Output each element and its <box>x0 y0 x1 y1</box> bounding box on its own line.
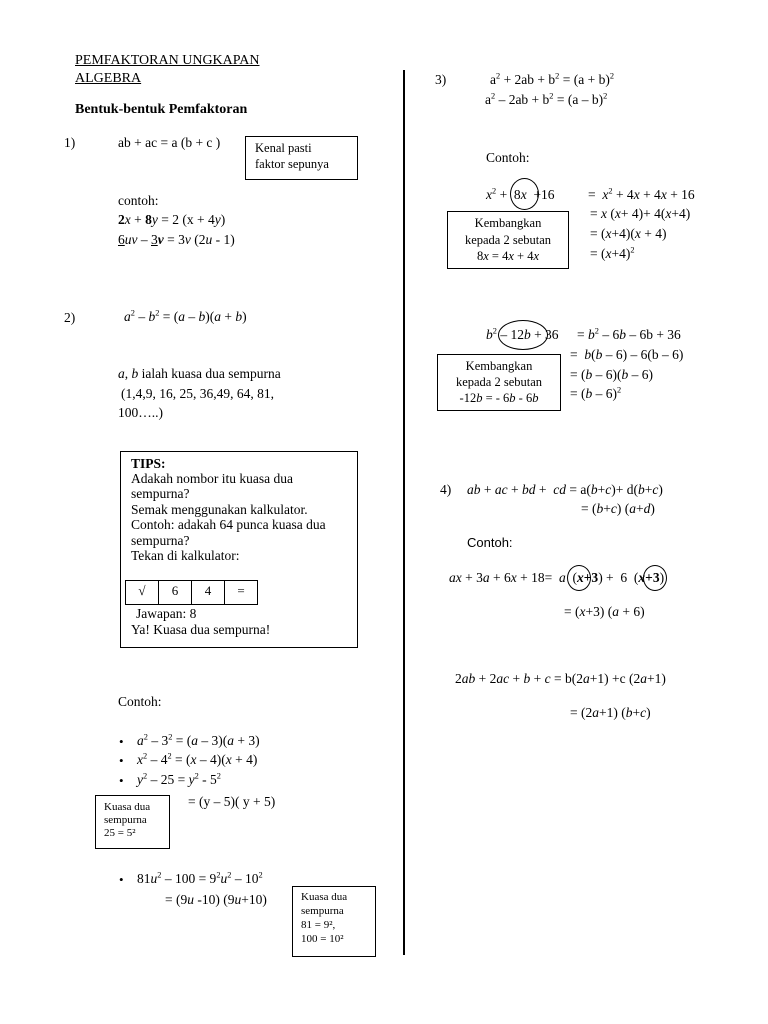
example-item: $x^2 - 4^2 = (x - 4)(x + 4)$ <box>137 751 258 767</box>
bullet-icon: • <box>119 734 124 749</box>
section-4-formula-result: = (b+c) (a+d) <box>581 501 655 516</box>
note-box-expand <box>447 211 569 269</box>
note-line: faktor sepunya <box>255 157 329 171</box>
tips-line: Adakah nombor itu kuasa dua <box>131 471 293 486</box>
note-line: 100 = 10² <box>301 933 344 945</box>
section-3-step: = $x^2 + 4x + 4x + 16$ <box>588 186 695 202</box>
highlight-circle <box>510 178 539 210</box>
highlight-circle <box>498 320 548 350</box>
example-item: $a^2 - 3^2 = (a - 3)(a + 3)$ <box>137 732 260 748</box>
calculator-key-equals: = <box>224 580 258 605</box>
note-line: Kembangkan <box>474 216 542 230</box>
note-line: sempurna <box>104 814 147 826</box>
note-line: Kembangkan <box>465 359 533 373</box>
note-line: Kuasa dua <box>104 801 151 813</box>
highlight-circle <box>567 565 591 591</box>
section-3-example-2: $b^2 - 12b + 36$ <box>486 326 559 342</box>
note-box-perfect-square <box>95 795 170 849</box>
section-4-example-2-result: = (2a+1) (b+c) <box>570 705 651 720</box>
example-2: 6uv – 3v = 3v (2u - 1) <box>118 232 235 247</box>
section-1-number: 1) <box>64 135 76 150</box>
section-2-formula: $a^2 - b^2 = (a - b)(a + b)$ <box>124 308 247 324</box>
tips-line: Contoh: adakah 64 punca kuasa dua <box>131 517 326 532</box>
section-4-example-1: ax + 3a + 6x + 18= a (x+3) + 6 (x+3) <box>449 570 665 585</box>
section-3-step: = (x+4)(x + 4) <box>590 226 667 241</box>
bullet-icon: • <box>119 872 124 887</box>
note-line: kepada 2 sebutan <box>464 233 552 247</box>
bullet-icon: • <box>119 753 124 768</box>
tips-line: Tekan di kalkulator: <box>131 548 240 563</box>
section-3-step: = (b – 6)(b – 6) <box>570 367 653 382</box>
section-subtitle: Bentuk-bentuk Pemfaktoran <box>75 102 248 117</box>
tips-line: sempurna? <box>131 533 190 548</box>
section-3-step: = b(b – 6) – 6(b – 6) <box>570 347 684 362</box>
section-4-example-1-result: = (x+3) (a + 6) <box>564 604 645 619</box>
note-box-common-factor <box>245 136 358 180</box>
contoh-label: Contoh: <box>118 694 162 709</box>
tips-answer: Jawapan: 8 <box>136 606 197 621</box>
highlight-circle <box>643 565 667 591</box>
section-3-step: = (b – 6)$^2$ <box>570 385 622 401</box>
section-1-formula: ab + ac = a (b + c ) <box>118 135 221 150</box>
tips-heading: TIPS: <box>131 456 166 471</box>
section-3-number: 3) <box>435 72 447 87</box>
note-line: sempurna <box>301 905 344 917</box>
contoh-label: Contoh: <box>467 535 513 550</box>
bullet-icon: • <box>119 773 124 788</box>
section-3-step: = $(x+4)^2$ <box>590 245 635 261</box>
calculator-key-sqrt: √ <box>125 580 159 605</box>
example-item-continuation: = (9u -10) (9u+10) <box>165 892 267 907</box>
note-box-perfect-square <box>292 886 376 957</box>
section-4-formula: ab + ac + bd + cd = a(b+c)+ d(b+c) <box>467 482 663 497</box>
section-3-formula-2: $a^2 - 2ab + b^2 = (a - b)^2$ <box>485 91 608 107</box>
example-item: $y^2 - 25 = y^2 - 5^2$ <box>137 771 221 787</box>
tips-line: sempurna? <box>131 486 190 501</box>
calculator-key: 4 <box>191 580 225 605</box>
section-2-number: 2) <box>64 310 76 325</box>
tips-line: Semak menggunakan kalkulator. <box>131 502 308 517</box>
note-line: -12b = - 6b - 6b <box>459 391 539 405</box>
page-title-line1: PEMFAKTORAN UNGKAPAN <box>75 53 260 68</box>
note-line: 8x = 4x + 4x <box>476 249 540 263</box>
calculator-key: 6 <box>158 580 192 605</box>
section-4-number: 4) <box>440 482 452 497</box>
section-3-step: = $b^2 - 6b - 6b + 36$ <box>577 326 681 342</box>
note-line: 25 = 5² <box>104 827 136 839</box>
note-line: 81 = 9², <box>301 919 336 931</box>
section-3-example-1: $x^2 + 8x +16$ <box>486 186 555 202</box>
note-line: kepada 2 sebutan <box>455 375 543 389</box>
section-3-formula-1: $a^2 + 2ab + b^2 = (a + b)^2$ <box>490 71 615 87</box>
example-item-continuation: = (y – 5)( y + 5) <box>188 794 276 809</box>
section-4-example-2: 2ab + 2ac + b + c = b(2a+1) +c (2a+1) <box>455 671 666 686</box>
note-line: Kuasa dua <box>301 891 348 903</box>
page-title-line2: ALGEBRA <box>75 71 142 86</box>
tips-verdict: Ya! Kuasa dua sempurna! <box>131 622 271 637</box>
calculator-keys <box>125 580 258 605</box>
note-box-expand <box>437 354 561 411</box>
example-1: 2x + 8y = 2 (x + 4y) <box>118 212 226 227</box>
section-2-desc: a, b ialah kuasa dua sempurna <box>118 366 281 381</box>
example-item: $81u^2 - 100 = 9^2u^2 - 10^2$ <box>137 870 263 886</box>
note-line: Kenal pasti <box>255 141 312 155</box>
contoh-label: Contoh: <box>486 150 530 165</box>
column-divider <box>403 70 405 955</box>
contoh-label: contoh: <box>118 193 159 208</box>
section-2-list-end: 100…..) <box>118 405 163 420</box>
section-3-step: = x (x+ 4)+ 4(x+4) <box>590 206 691 221</box>
section-2-list: (1,4,9, 16, 25, 36,49, 64, 81, <box>121 386 274 401</box>
